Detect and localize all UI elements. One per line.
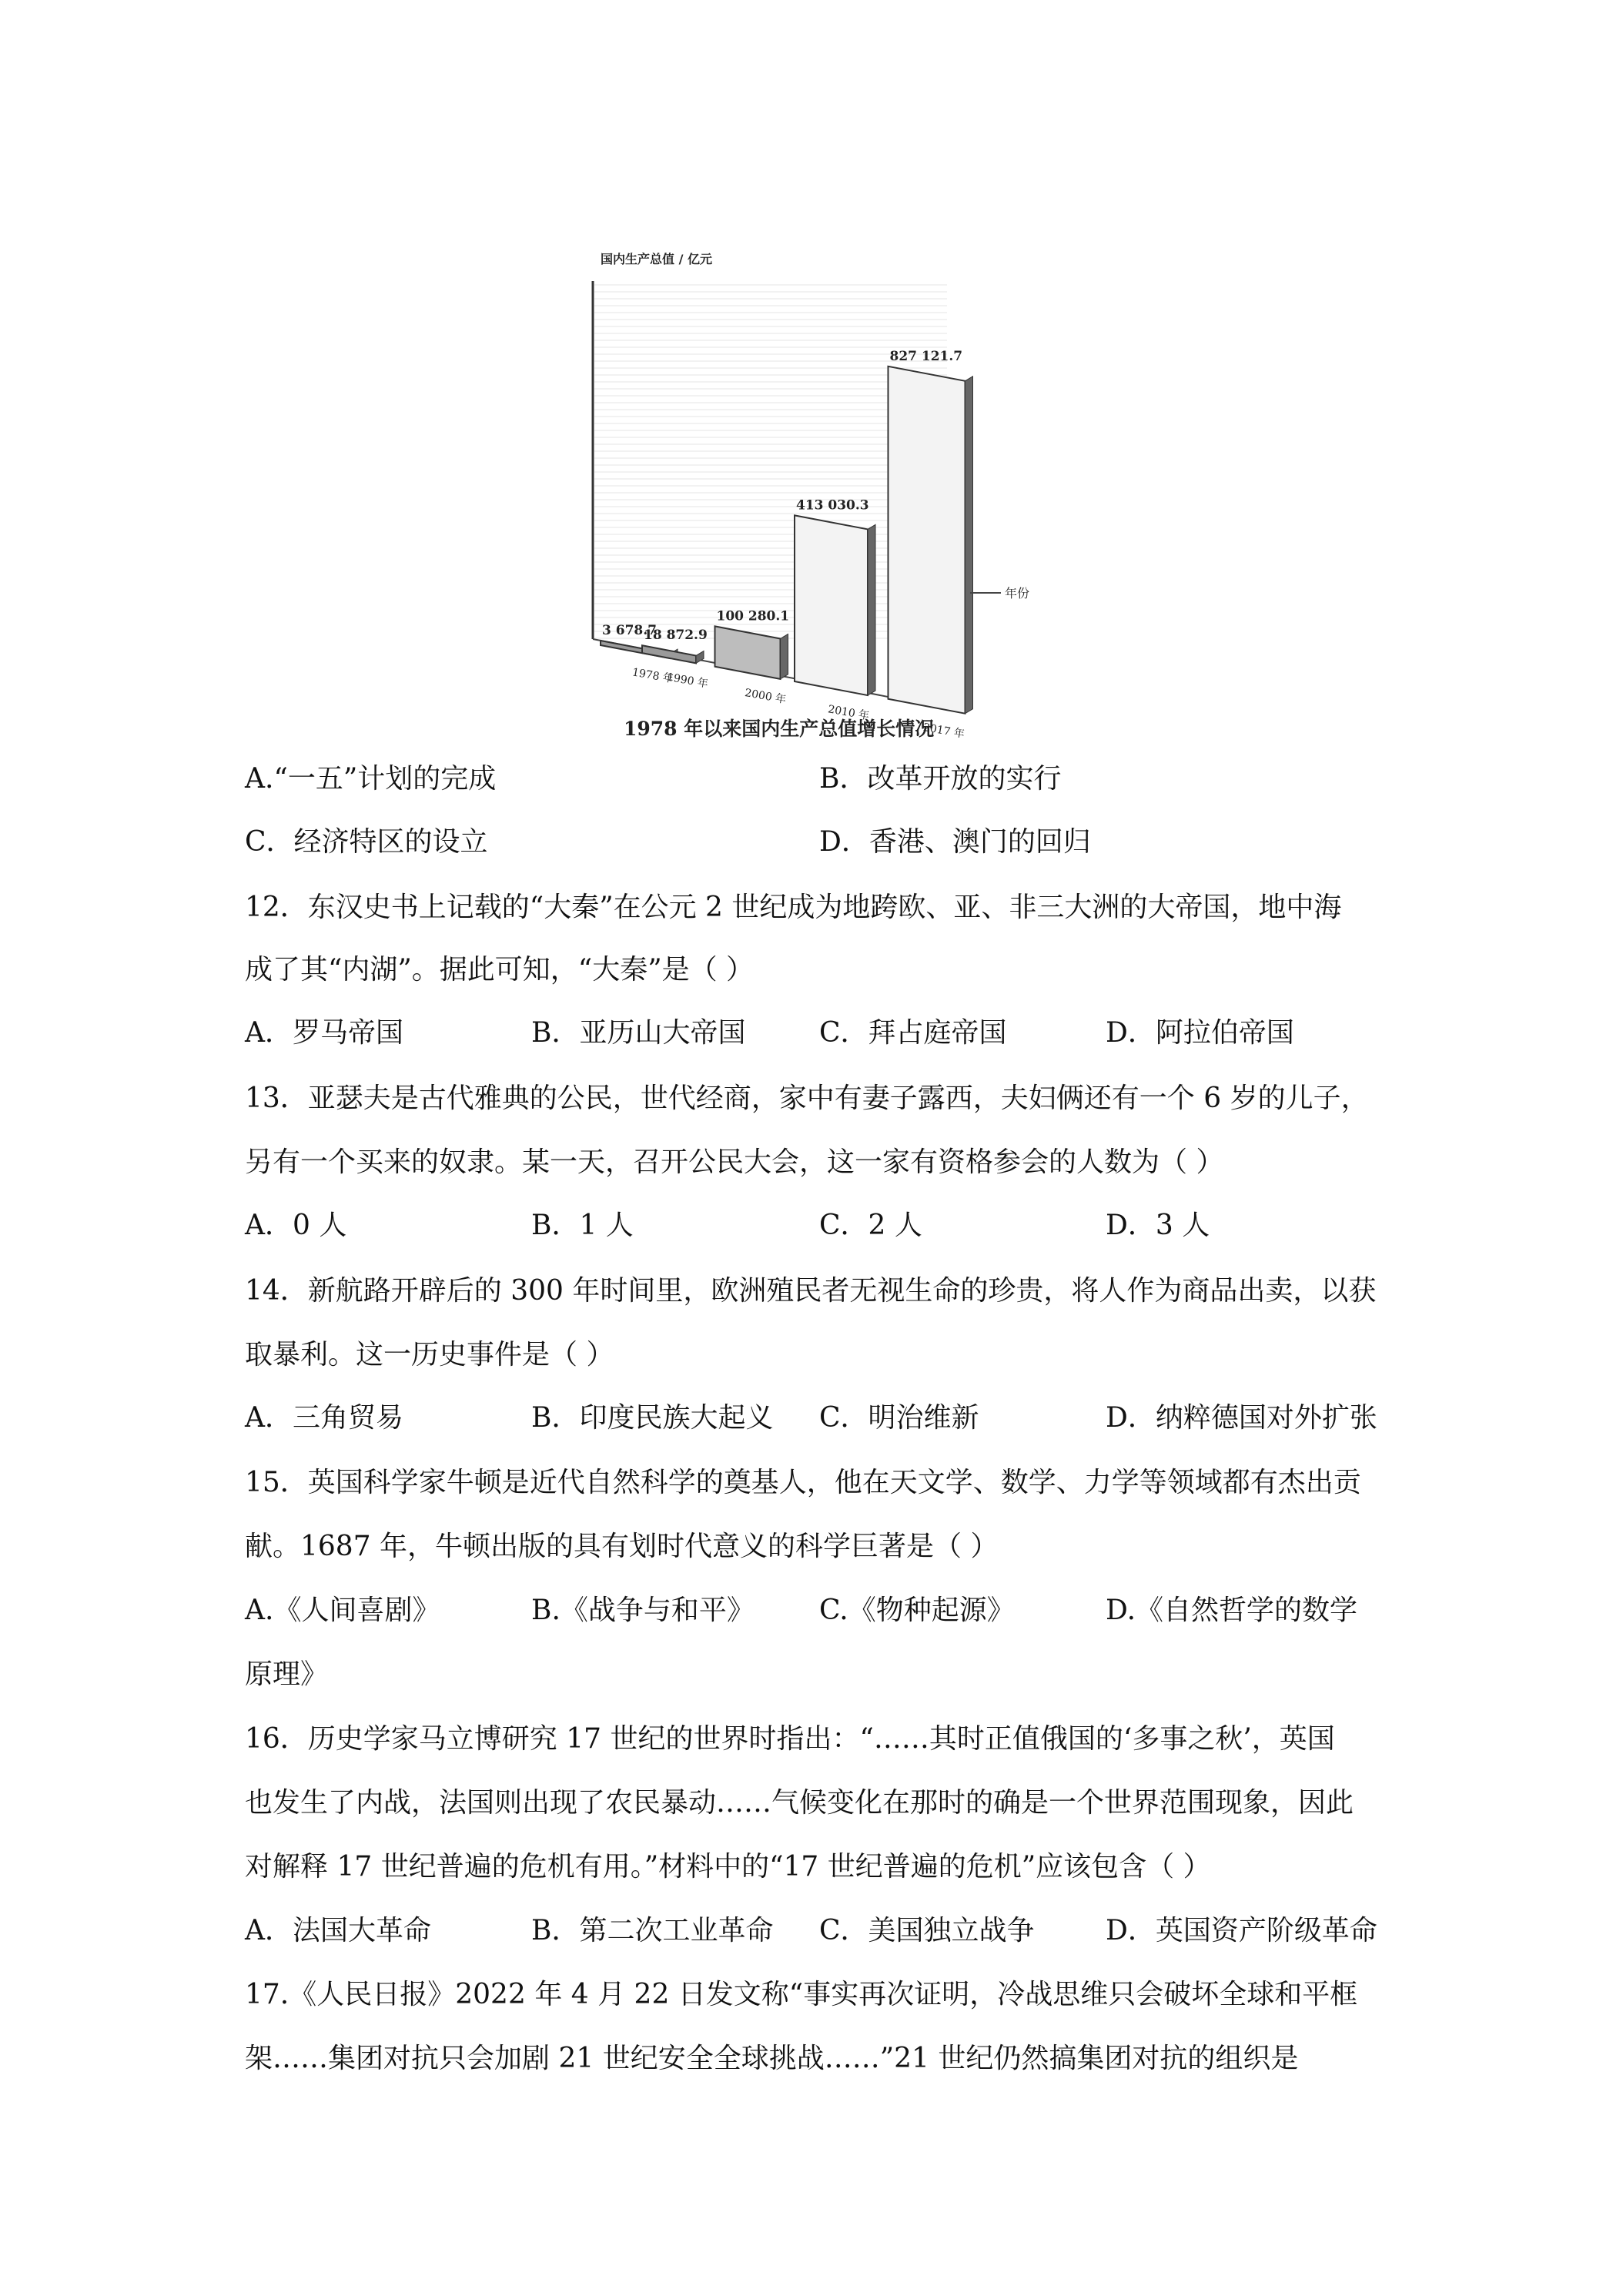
category-label-0: 1978 年	[631, 666, 674, 686]
q15-option-d: D.《自然哲学的数学	[1106, 1595, 1358, 1626]
bar-value-label-3: 413 030.3	[796, 497, 869, 514]
q11-option-d: D．香港、澳门的回归	[819, 826, 1091, 858]
q13-option-a: A．0 人	[245, 1210, 347, 1241]
q15-option-d-continued: 原理》	[245, 1658, 329, 1690]
gdp-growth-chart	[585, 239, 1062, 747]
chart-ylabel: 国内生产总值 / 亿元	[601, 252, 712, 266]
q13-option-d: D．3 人	[1106, 1210, 1210, 1241]
q12-option-d: D．阿拉伯帝国	[1106, 1017, 1294, 1049]
q16-stem-line-1: 16．历史学家马立博研究 17 世纪的世界时指出：“……其时正值俄国的‘多事之秋’，英国	[245, 1723, 1335, 1755]
category-label-3: 2010 年	[827, 703, 871, 723]
q17-stem-line-2: 架……集团对抗只会加剧 21 世纪安全全球挑战……”21 世纪仍然搞集团对抗的组织是	[245, 2043, 1299, 2074]
q12-stem-line-2: 成了其“内湖”。据此可知，“大秦”是（ ）	[245, 954, 755, 986]
q16-option-b: B．第二次工业革命	[531, 1915, 774, 1946]
q12-option-a: A．罗马帝国	[245, 1017, 403, 1049]
bar-2	[715, 626, 781, 679]
bar-1	[642, 645, 696, 663]
category-label-4: 2017 年	[922, 721, 965, 741]
q13-option-b: B．1 人	[531, 1210, 634, 1241]
bar-side-3	[868, 524, 875, 695]
q16-stem-line-3: 对解释 17 世纪普遍的危机有用。”材料中的“17 世纪普遍的危机”应该包含（ ）	[245, 1851, 1211, 1883]
q14-stem-line-2: 取暴利。这一历史事件是（ ）	[245, 1339, 614, 1371]
bar-side-4	[965, 377, 973, 714]
bar-value-label-2: 100 280.1	[716, 608, 790, 624]
q12-stem-line-1: 12．东汉史书上记载的“大秦”在公元 2 世纪成为地跨欧、亚、非三大洲的大帝国，地中海	[245, 892, 1342, 923]
bar-4	[888, 366, 965, 714]
q13-stem-line-1: 13．亚瑟夫是古代雅典的公民，世代经商，家中有妻子露西，夫妇俩还有一个 6 岁的儿子，	[245, 1083, 1369, 1114]
chart-xlabel: 年份	[1005, 586, 1030, 601]
q16-option-c: C．美国独立战争	[819, 1915, 1035, 1946]
q11-option-b: B．改革开放的实行	[819, 763, 1062, 795]
q14-option-d: D．纳粹德国对外扩张	[1106, 1402, 1377, 1434]
q17-stem-line-1: 17.《人民日报》2022 年 4 月 22 日发文称“事实再次证明，冷战思维只会破坏全球和平框	[245, 1979, 1358, 2010]
q16-option-d: D．英国资产阶级革命	[1106, 1915, 1377, 1946]
q14-option-a: A．三角贸易	[245, 1402, 403, 1434]
q14-stem-line-1: 14．新航路开辟后的 300 年时间里，欧洲殖民者无视生命的珍贵，将人作为商品出卖，以获	[245, 1275, 1377, 1307]
q15-stem-line-1: 15．英国科学家牛顿是近代自然科学的奠基人，他在天文学、数学、力学等领域都有杰出贡	[245, 1467, 1361, 1498]
q12-option-c: C．拜占庭帝国	[819, 1017, 1007, 1049]
q11-option-c: C．经济特区的设立	[245, 826, 488, 858]
q14-option-c: C．明治维新	[819, 1402, 979, 1434]
category-label-2: 2000 年	[744, 687, 788, 707]
bar-value-label-1: 18 872.9	[644, 628, 708, 644]
q12-option-b: B．亚历山大帝国	[531, 1017, 746, 1049]
bar-3	[795, 515, 868, 695]
q13-stem-line-2: 另有一个买来的奴隶。某一天，召开公民大会，这一家有资格参会的人数为（ ）	[245, 1146, 1224, 1178]
bar-side-2	[781, 634, 788, 679]
q11-option-a: A.“一五”计划的完成	[245, 763, 497, 795]
q15-option-b: B.《战争与和平》	[531, 1595, 755, 1626]
bar-value-label-4: 827 121.7	[889, 348, 963, 364]
q15-option-c: C.《物种起源》	[819, 1595, 1015, 1626]
bar-value-label-0: 3 678.7	[602, 623, 657, 638]
bar-side-1	[696, 651, 704, 664]
chart-title: 1978 年以来国内生产总值增长情况	[624, 718, 935, 740]
q15-option-a: A.《人间喜剧》	[245, 1595, 440, 1626]
q15-stem-line-2: 献。1687 年，牛顿出版的具有划时代意义的科学巨著是（ ）	[245, 1531, 999, 1562]
q13-option-c: C．2 人	[819, 1210, 922, 1241]
q14-option-b: B．印度民族大起义	[531, 1402, 774, 1434]
category-label-1: 1990 年	[665, 671, 709, 691]
q16-option-a: A．法国大革命	[245, 1915, 431, 1946]
q16-stem-line-2: 也发生了内战，法国则出现了农民暴动……气候变化在那时的确是一个世界范围现象，因此	[245, 1787, 1354, 1819]
